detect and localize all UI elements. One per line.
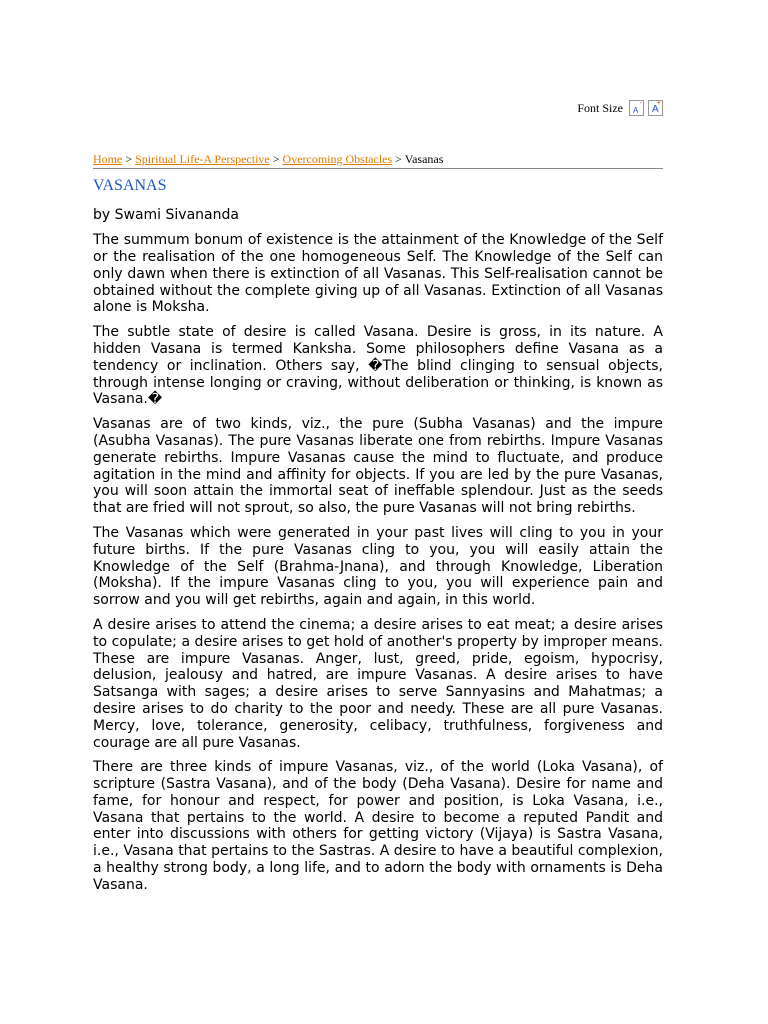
- article-paragraph: A desire arises to attend the cinema; a desire arises to eat meat; a desire arises to copulate; a desire arises to get hold of another's property by improper means. These are impure Vasanas. Anger, lust, greed, pride, egoism, hypocrisy, delusion, jealousy and hatred, are impure Vasanas. A desire arises to have Satsanga with sages; a desire arises to serve Sannyasins and Mahatmas; a desire arises to do charity to the poor and needy. These are all pure Vasanas. Mercy, love, tolerance, generosity, celibacy, truthfulness, forgiveness and courage are all pure Vasanas.: [93, 616, 663, 751]
- article-content: [93, 152, 663, 902]
- breadcrumb-spiritual-life[interactable]: Spiritual Life-A Perspective: [135, 152, 270, 166]
- breadcrumb: [93, 152, 663, 169]
- breadcrumb-separator: >: [395, 152, 402, 166]
- plus-sign: +: [656, 100, 661, 107]
- font-size-label: Font Size: [577, 100, 623, 115]
- breadcrumb-separator: >: [272, 152, 280, 166]
- article-paragraph: The Vasanas which were generated in your past lives will cling to you in your future births. If the pure Vasanas cling to you, you will easily attain the Knowledge of the Self (Brahma-Jnana), and through Knowledge, Liberation (Moksha). If the impure Vasanas cling to you, you will experience pain and sorrow and you will get rebirths, again and again, in this world.: [93, 524, 663, 609]
- article-author: by Swami Sivananda: [93, 207, 239, 224]
- font-increase-icon: A: [652, 104, 659, 115]
- article-paragraph: Vasanas are of two kinds, viz., the pure (Subha Vasanas) and the impure (Asubha Vasanas). The pure Vasanas liberate one from rebirths. Impure Vasanas generate rebirths. Impure Vasanas cause the mind to fluctuate, and produce agitation in the mind and affinity for objects. If you are led by the pure Vasanas, you will soon attain the immortal seat of ineffable splendour. Just as the seeds that are fried will not sprout, so also, the pure Vasanas will not bring rebirths.: [93, 416, 663, 517]
- article-title: VASANAS: [93, 177, 167, 194]
- minus-sign: -: [639, 100, 642, 107]
- article-paragraph: The subtle state of desire is called Vasana. Desire is gross, in its nature. A hidden Vasana is termed Kanksha. Some philosophers define Vasana as a tendency or inclination. Others say, �The blind clinging to sensual objects, through intense longing or craving, without deliberation or thinking, is known as Vasana.�: [93, 324, 663, 408]
- breadcrumb-current: Vasanas: [404, 152, 444, 166]
- breadcrumb-overcoming-obstacles[interactable]: Overcoming Obstacles: [282, 152, 393, 166]
- font-increase-button[interactable]: [648, 100, 663, 116]
- breadcrumb-separator: >: [125, 152, 133, 166]
- font-decrease-button[interactable]: [629, 100, 644, 116]
- article-paragraph: The summum bonum of existence is the attainment of the Knowledge of the Self or the realisation of the one homogeneous Self. The Knowledge of the Self can only dawn when there is extinction of all Vasanas. This Self-realisation cannot be obtained without the complete giving up of all Vasanas. Extinction of all Vasanas alone is Moksha.: [93, 232, 663, 316]
- breadcrumb-home[interactable]: Home: [93, 152, 123, 166]
- font-decrease-icon: A: [633, 106, 639, 115]
- article-paragraph: There are three kinds of impure Vasanas, viz., of the world (Loka Vasana), of scripture (Sastra Vasana), and of the body (Deha Vasana). Desire for name and fame, for honour and respect, for power and position, is Loka Vasana, i.e., Vasana that pertains to the world. A desire to become a reputed Pandit and enter into discussions with others for getting victory (Vijaya) is Sastra Vasana, i.e., Vasana that pertains to the Sastras. A desire to have a beautiful complexion, a healthy strong body, a long life, and to adorn the body with ornaments is Deha Vasana.: [93, 759, 663, 893]
- font-size-control: [577, 100, 663, 116]
